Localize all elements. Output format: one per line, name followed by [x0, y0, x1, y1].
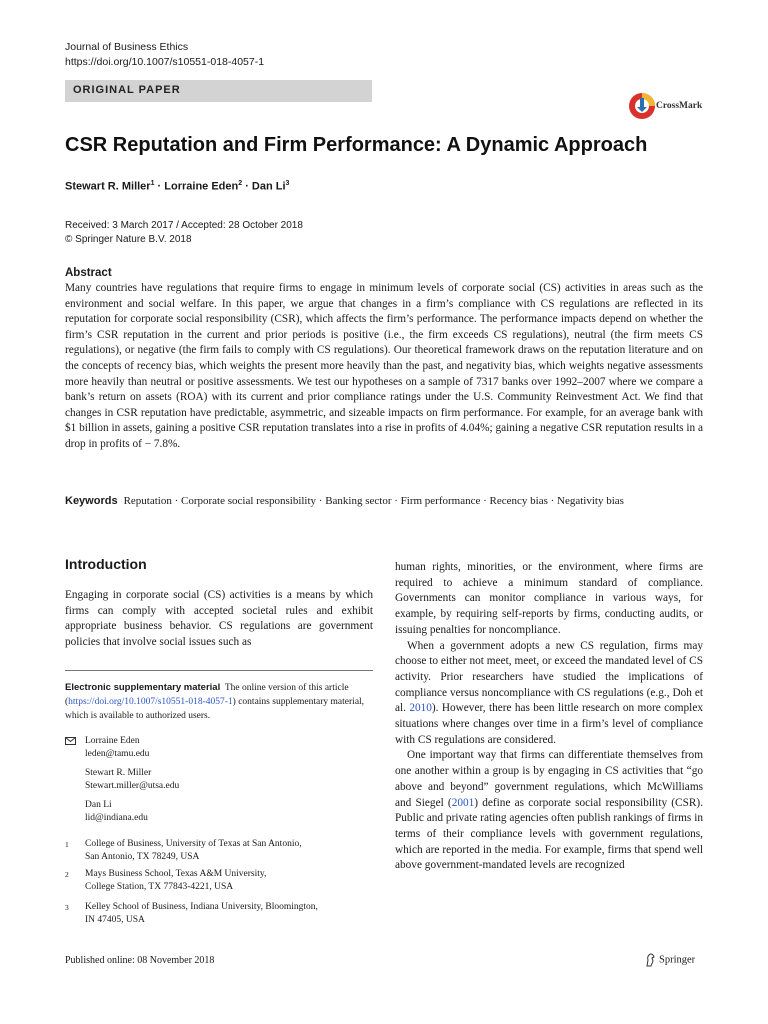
affiliation [85, 838, 365, 863]
author-list: Stewart R. Miller$^1$ · Lorraine Eden$^2$ · Dan Li$^3$ [65, 180, 290, 193]
received-accepted: Received: 3 March 2017 / Accepted: 28 October 2018 [65, 220, 303, 231]
affiliation-number: 3 [65, 903, 69, 912]
contact-entry [85, 799, 148, 824]
contact-email[interactable]: lid@indiana.edu [85, 812, 148, 823]
abstract-body: Many countries have regulations that require firms to engage in minimum levels of corporate social (CS) activities in areas such as the environment and social welfare. In this paper, we argue that changes in a firm’s compliance with CS regulations are reflected in its reputation for corporate social responsibility (CSR), which affects the firm’s performance. The performance impacts depend on whether the firm’s CSR reputation in the current and prior periods is positive (i.e., the firm exceeds CS regulations), neutral (the firm meets CS regulations), or negative (the firm fails to comply with CS regulations). Our theoretical framework draws on the reputation literature and on the concepts of recency bias, which weights the present more heavily than the past, and negativity bias, which weights negative assessments more heavily than neutral or positive assessments. We test our hypotheses on a sample of 7317 banks over 1992–2007 where we compare a bank’s return on assets (ROA) with its current and prior compliance ratings under the U.S. Community Reinvestment Act. We find that changes in CSR reputation have predictable, asymmetric, and sizeable impacts on firm performance. For example, for an average bank with $1 billion in assets, gaining a positive CSR reputation translates into a rise in profits of 4.04%; gaining a negative CSR reputation results in a drop in profits of − 7.8%. [65, 282, 703, 450]
copyright: © Springer Nature B.V. 2018 [65, 234, 192, 245]
keywords-text: Reputation · Corporate social responsibility · Banking sector · Firm performance · Recency bias · Negativity bias [123, 495, 624, 507]
crossmark-label: CrossMark [656, 101, 703, 111]
affiliation-line: IN 47405, USA [85, 914, 145, 925]
author-name: Lorraine Eden [164, 180, 239, 193]
paragraph-text: ). However, there has been little research on more complex situations where changes over time in a firm’s level of compliance with CS regulations are considered. [395, 702, 703, 746]
contact-name: Stewart R. Miller [85, 768, 152, 778]
paragraph-text: ) define as corporate social responsibility (CSR). Public and private rating agencies often publish rankings of firms in terms of their compliance levels with government regulations, which are reported in the media. For example, firms that spend well above government-mandated levels are recognized [395, 796, 703, 872]
publisher-mark [645, 953, 695, 967]
journal-name: Journal of Business Ethics [65, 41, 189, 53]
contact-entry [85, 735, 149, 760]
contact-name: Dan Li [85, 800, 112, 810]
crossmark-badge[interactable] [628, 92, 708, 124]
article-type-label: ORIGINAL PAPER [73, 84, 181, 96]
intro-right-column [395, 560, 703, 874]
supplementary-note [65, 681, 373, 723]
springer-horse-icon [645, 953, 656, 967]
affiliation-line: Kelley School of Business, Indiana University, Bloomington, [85, 902, 318, 912]
contact-name: Lorraine Eden [85, 736, 140, 746]
contact-entry [85, 767, 179, 792]
article-dates [65, 219, 303, 247]
affiliation-line: San Antonio, TX 78249, USA [85, 851, 200, 862]
envelope-icon [65, 737, 76, 745]
contact-email[interactable]: leden@tamu.edu [85, 748, 150, 759]
paragraph-text: When a government adopts a new CS regulation, firms may choose to either not meet, meet, or exceed the mandated level of CS activity. Prior researchers have studied the implications of compliance versus noncompliance with CS regulations (e.g., Doh et al. [395, 639, 703, 715]
footnote-divider [65, 670, 373, 671]
article-type-banner [65, 80, 372, 102]
journal-header [65, 40, 264, 70]
author-contacts [65, 735, 373, 935]
author-affil-marker: 3 [285, 180, 290, 187]
publisher-name: Springer [659, 954, 696, 966]
author-affil-marker: 1 [150, 180, 155, 187]
affiliation-number: 1 [65, 840, 69, 849]
contact-email[interactable]: Stewart.miller@utsa.edu [85, 780, 180, 791]
section-heading-introduction: Introduction [65, 556, 147, 572]
affiliation-number: 2 [65, 870, 69, 879]
affiliation-line: Mays Business School, Texas A&M University, [85, 869, 267, 879]
author-name: Stewart R. Miller [65, 180, 151, 193]
paragraph [395, 639, 703, 749]
keywords-label: Keywords [65, 495, 118, 507]
published-date: Published online: 08 November 2018 [65, 955, 215, 966]
supplementary-link[interactable]: https://doi.org/10.1007/s10551-018-4057-1 [68, 697, 233, 707]
citation-link[interactable]: 2010 [409, 702, 432, 715]
affiliation-line: College of Business, University of Texas at San Antonio, [85, 839, 302, 849]
affiliation [85, 901, 365, 926]
paragraph: Engaging in corporate social (CS) activities is a means by which firms can comply with accepted societal rules and exhibit appropriate business behavior. CS regulations are government policies that involve social issues such as [65, 589, 373, 649]
author-affil-marker: 2 [238, 180, 243, 187]
supplementary-label: Electronic supplementary material [65, 682, 221, 693]
journal-doi[interactable]: https://doi.org/10.1007/s10551-018-4057-1 [65, 56, 265, 68]
citation-link[interactable]: 2001 [451, 796, 475, 809]
paragraph: human rights, minorities, or the environment, where firms are required to achieve a minimum standard of compliance. Governments can monitor compliance in various ways, for example, by requiring self-reports by firms, conducting audits, or issuing penalties for noncompliance. [395, 561, 703, 636]
paragraph-text: One important way that firms can differentiate themselves from one another within a group is by engaging in CS activities that “go above and beyond” government regulations, which McWilliams and Siegel ( [395, 749, 703, 809]
crossmark-logo-icon [628, 92, 656, 120]
paragraph [395, 748, 703, 874]
intro-left-column [65, 588, 373, 651]
supplementary-text: The online version of this article ( [65, 683, 349, 707]
keywords [65, 493, 695, 509]
affiliation-line: College Station, TX 77843-4221, USA [85, 881, 234, 892]
article-title: CSR Reputation and Firm Performance: A Dynamic Approach [65, 134, 648, 156]
supplementary-text: ) contains supplementary material, which is available to authorized users. [65, 697, 365, 721]
author-name: Dan Li [251, 180, 286, 193]
abstract-heading: Abstract [65, 267, 112, 279]
affiliation [85, 868, 365, 893]
